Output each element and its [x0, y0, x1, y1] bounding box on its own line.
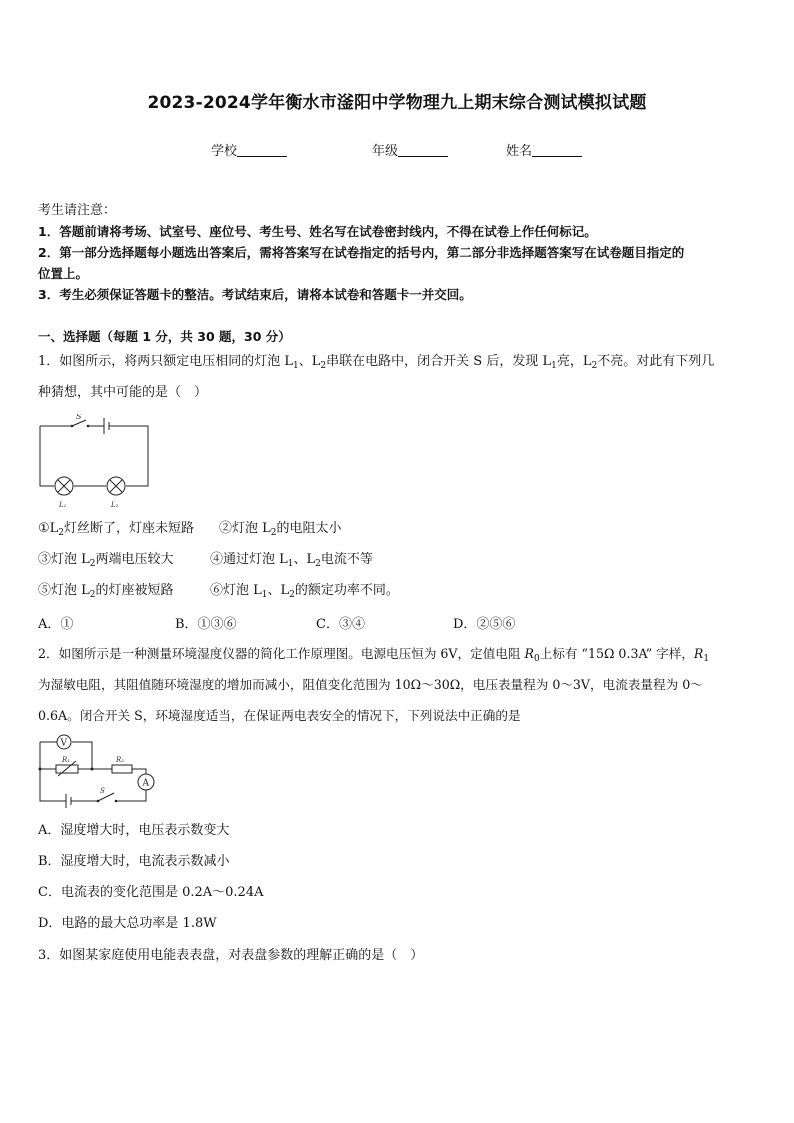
q1-stem-line2: 种猜想，其中可能的是（ ） [38, 385, 208, 400]
q2-ammeter-label: A [142, 778, 149, 789]
q1-option-c[interactable]: C．③④ [316, 617, 365, 632]
q1-circuit-diagram [36, 414, 156, 512]
q1-guess-5: ⑤灯泡 $L_2$的灯座被短路 [38, 583, 174, 600]
q2-circuit-diagram [36, 733, 162, 809]
q2-switch-label: S [100, 787, 105, 795]
notice-item-3: 3．考生必须保证答题卡的整洁。考试结束后，请将本试卷和答题卡一并交回。 [38, 287, 472, 302]
section-heading: 一、选择题（每题 1 分，共 30 题，30 分） [38, 329, 291, 344]
q2-option-d[interactable]: D．电路的最大总功率是 1.8W [38, 916, 217, 931]
q1-guess-3: ③灯泡 $L_2$两端电压较大 [38, 552, 174, 569]
page-title: 2023-2024学年衡水市滏阳中学物理九上期末综合测试模拟试题 [147, 93, 647, 113]
school-field[interactable] [211, 140, 287, 159]
q2-option-a[interactable]: A．湿度增大时，电压表示数变大 [38, 823, 230, 838]
q2-option-b[interactable]: B．湿度增大时，电流表示数减小 [38, 854, 230, 869]
notice-heading: 考生请注意： [38, 203, 117, 218]
q1-switch-label: S [76, 414, 82, 421]
q1-lamp2-label: L₂ [111, 501, 119, 509]
q1-guess-6: ⑥灯泡 $L_1$、$L_2$的额定功率不同。 [210, 583, 399, 600]
q1-guess-2: ②灯泡 $L_2$的电阻太小 [219, 521, 342, 538]
student-info-row [0, 140, 794, 160]
q2-stem-line3: 0.6A。闭合开关 S，环境湿度适当，在保证两电表安全的情况下，下列说法中正确的是 [38, 708, 521, 723]
q1-option-a[interactable]: A．① [38, 617, 74, 632]
school-label: 学校 [211, 144, 238, 159]
q1-guess-4: ④通过灯泡 $L_1$、$L_2$电流不等 [210, 552, 373, 569]
grade-label: 年级 [372, 144, 399, 159]
notice-item-2: 2．第一部分选择题每小题选出答案后，需将答案写在试卷指定的括号内，第二部分非选择题答案写在试卷题目指定的 [38, 245, 685, 260]
name-field[interactable] [506, 140, 582, 159]
q1-lamp1-label: L₁ [59, 501, 67, 509]
q2-voltmeter-label: V [60, 738, 67, 749]
grade-blank[interactable] [398, 143, 448, 157]
q2-stem-line1: 2．如图所示是一种测量环境湿度仪器的简化工作原理图。电源电压恒为 6V，定值电阻 $R_0$上标有 “15Ω 0.3A” 字样，$R_1$ [38, 646, 710, 664]
q2-r1-label: R₁ [62, 756, 71, 764]
q1-option-d[interactable]: D．②⑤⑥ [453, 617, 516, 632]
q1-option-b[interactable]: B．①③⑥ [175, 617, 237, 632]
notice-item-1: 1．答题前请将考场、试室号、座位号、考生号、姓名写在试卷密封线内，不得在试卷上作任何标记。 [38, 224, 597, 239]
q1-stem-line1: 1．如图所示，将两只额定电压相同的灯泡 $L_1$、$L_2$串联在电路中，闭合开关 S 后，发现 $L_1$亮，$L_2$不亮。对此有下列几 [38, 354, 715, 371]
name-blank[interactable] [532, 143, 582, 157]
q2-r2-label: R₂ [116, 756, 125, 764]
school-blank[interactable] [237, 143, 287, 157]
q1-guess-1: $①L_2$灯丝断了，灯座未短路 [38, 521, 195, 538]
notice-item-2-cont: 位置上。 [38, 266, 89, 281]
q2-stem-line2: 为湿敏电阻，其阻值随环境湿度的增加而减小，阻值变化范围为 10Ω～30Ω，电压表量程为 0～3V，电流表量程为 0～ [38, 677, 703, 692]
q3-stem: 3．如图某家庭使用电能表表盘，对表盘参数的理解正确的是（ ） [38, 948, 424, 963]
name-label: 姓名 [506, 144, 533, 159]
q2-option-c[interactable]: C．电流表的变化范围是 0.2A～0.24A [38, 885, 264, 900]
grade-field[interactable] [372, 140, 448, 159]
